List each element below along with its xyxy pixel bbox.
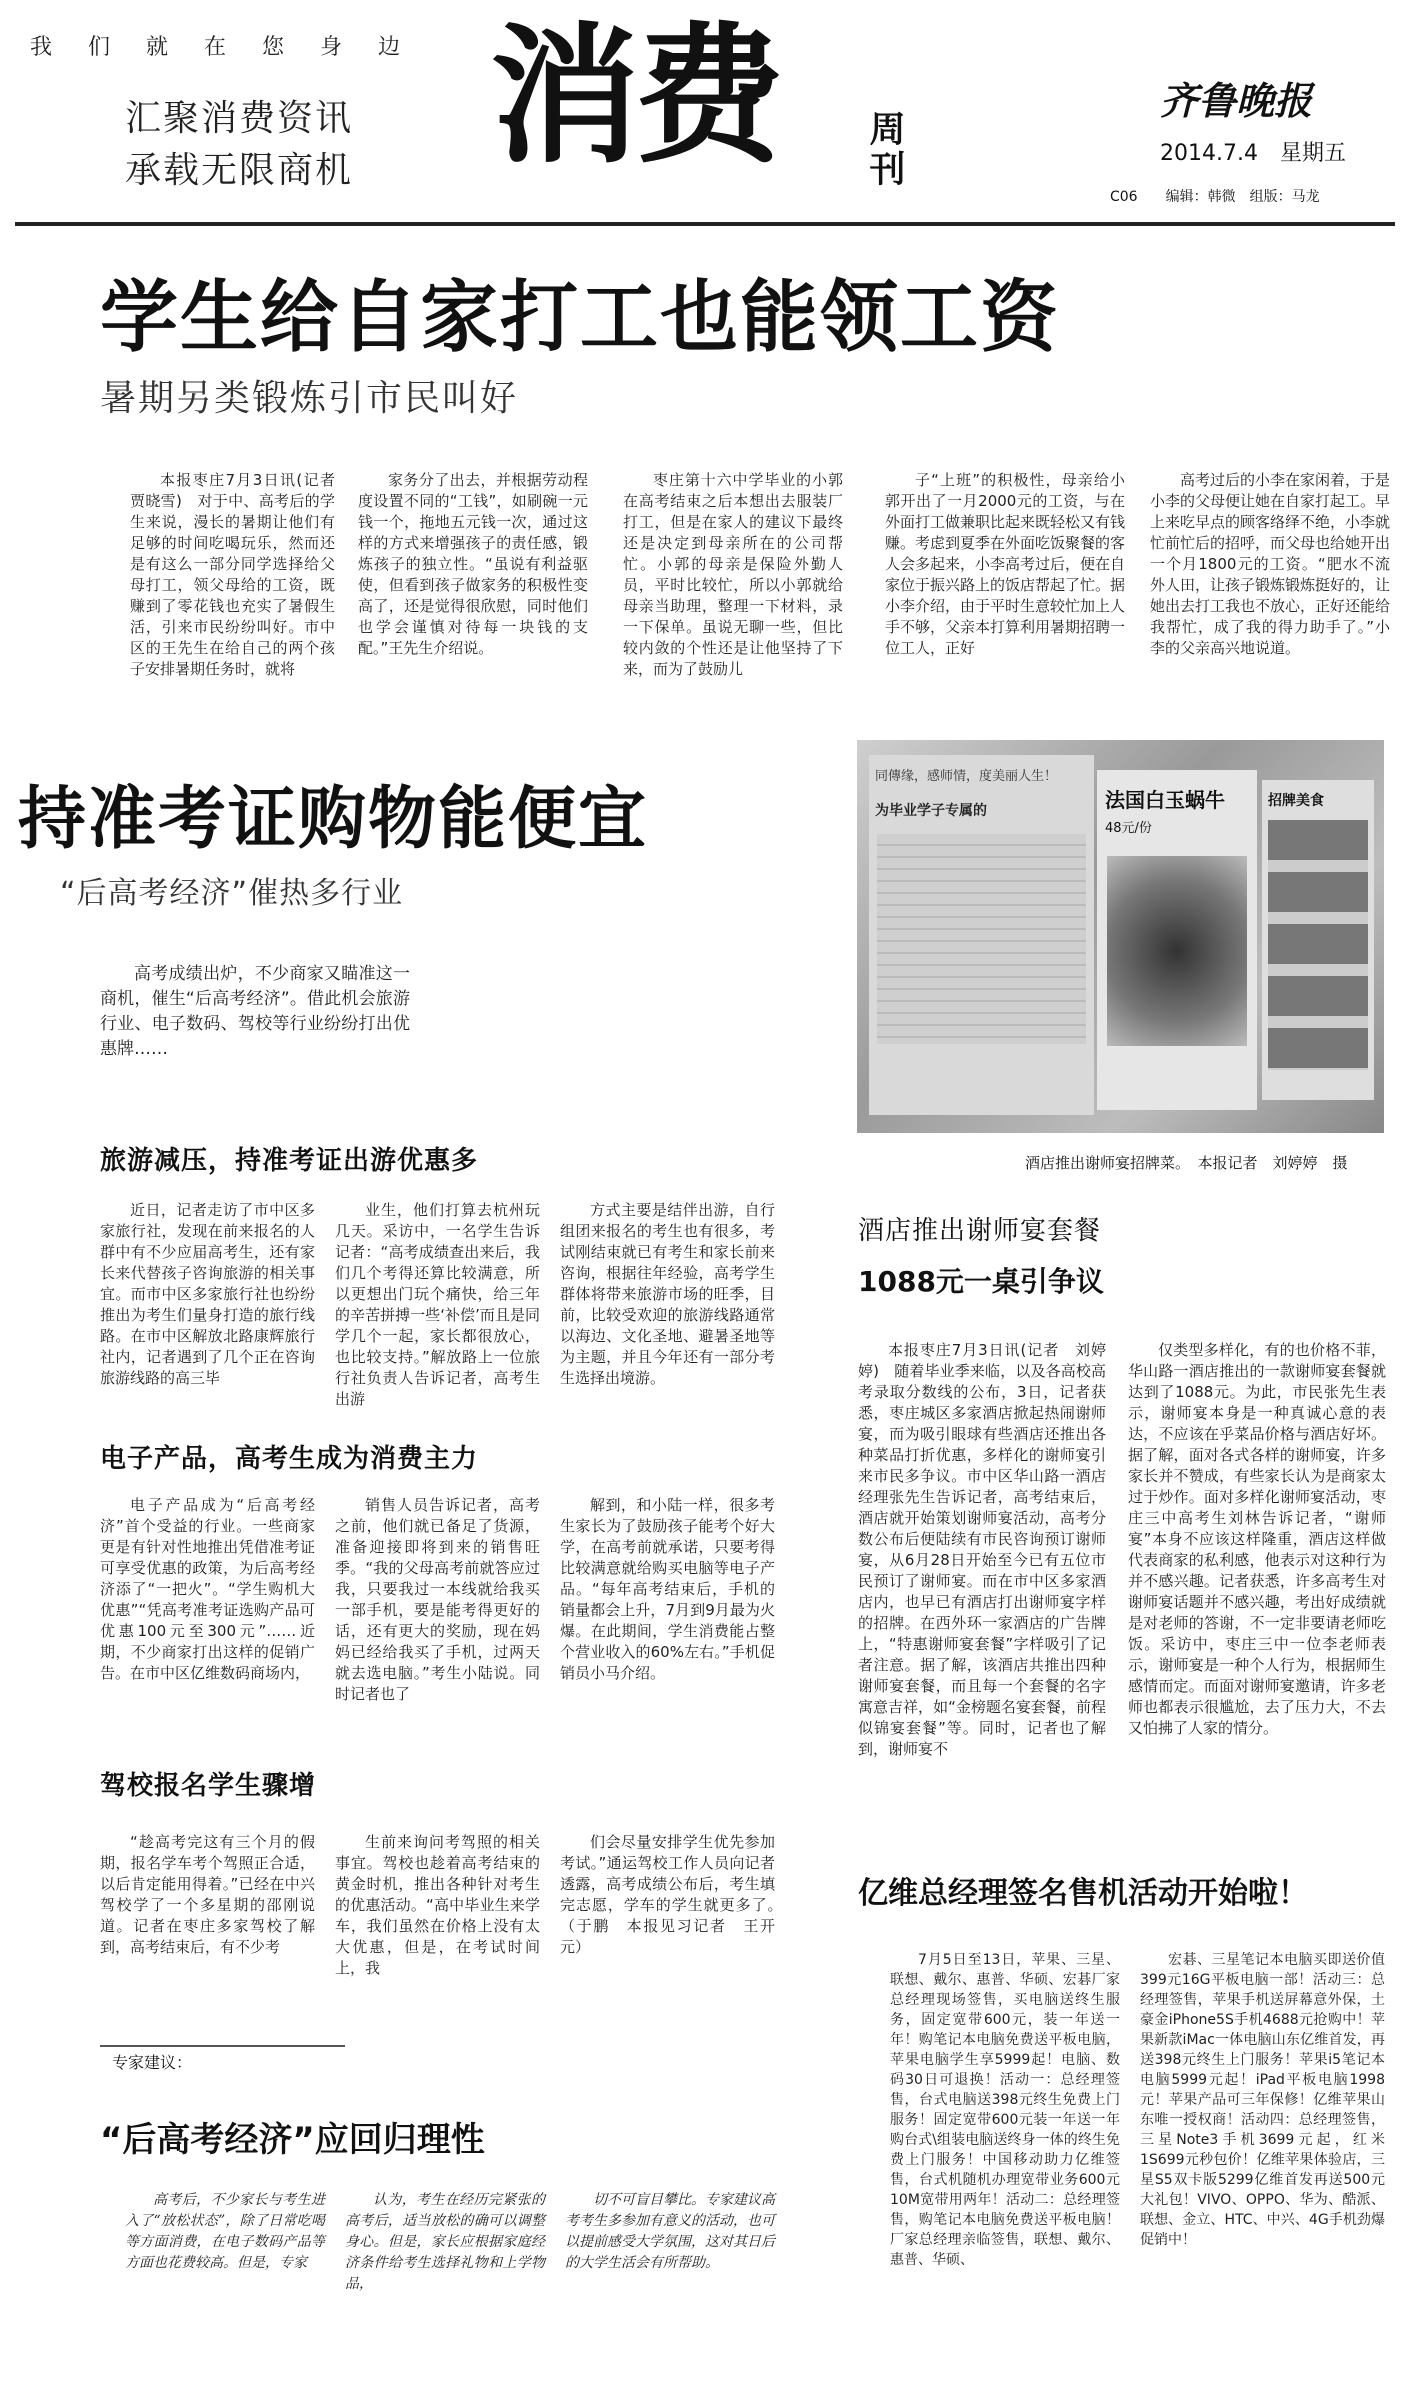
hotel-headline-1: 酒店推出谢师宴套餐 <box>858 1216 1102 1246</box>
hotel-headline-2: 1088元一桌引争议 <box>858 1265 1104 1298</box>
expert-col-3: 切不可盲目攀比。专家建议高考考生多参加有意义的活动，也可以提前感受大学氛围，这对其日后的大学生活会有所帮助。 <box>565 2192 775 2271</box>
masthead-slogan-top: 我们就在您身边 <box>30 35 437 60</box>
driving-col-1: “趁高考完这有三个月的假期，报名学车考个驾照正合适，以后肯定能用得着。”已经在中兴驾校学了一个多星期的邵刚说道。记者在枣庄多家驾校了解到，高考结束后，有不少考 <box>100 1833 315 1956</box>
lead-col-3: 枣庄第十六中学毕业的小郭在高考结束之后本想出去服装厂打工，但是在家人的建议下最终还是决定到母亲所在的公司帮忙。小郭的母亲是保险外勤人员，平时比较忙，所以小郭就给母亲当助理，整理一下材料，录一下保单。虽说无聊一些，但比较内敛的个性还是让他坚持了下来，而为了鼓励儿 <box>623 471 843 678</box>
ad-col-1: 7月5日至13日，苹果、三星、联想、戴尔、惠普、华硕、宏碁厂家总经理现场签售，买电脑送终生服务，固定宽带600元，装一年送一年！购笔记本电脑免费送平板电脑，苹果电脑学生享5999起！电脑、数码30日可退换！活动一：总经理签售，台式电脑送398元终生免费上门服务！固定宽带600元装一年送一年购台式\组装电脑送终身一体的终生免费上门服务！中国移动助力亿维签售，台式机随机办理宽带业务600元10M宽带用两年！活动二：总经理签售，购笔记本电脑免费送平板电脑！厂家总经理亲临签售，联想、戴尔、惠普、华硕、 <box>890 1952 1120 2268</box>
photo-board-mid-price: 48元/份 <box>1105 821 1152 836</box>
masthead-slogan-2: 承载无限商机 <box>125 150 354 191</box>
electronics-col-1: 电子产品成为“后高考经济”首个受益的行业。一些商家更是有针对性地推出凭借准考证可享受优惠的政策，为后高考经济添了“一把火”。“学生购机大优惠”“凭高考准考证选购产品可优惠100元至300元”……近期，不少商家打出这样的促销广告。在市中区亿维数码商场内， <box>100 1496 315 1682</box>
lead-col-5: 高考过后的小李在家闲着，于是小李的父母便让她在自家打起工。早上来吃早点的顾客络绎不绝，小李就忙前忙后的招呼，而父母也给她开出一个月1800元的工资。“肥水不流外人田，让孩子锻炼锻炼挺好的，让她出去打工我也不放心，正好还能给我帮忙，成了我的得力助手了。”小李的父亲高兴地说道。 <box>1150 471 1391 657</box>
page-meta: C06 编辑：韩微 组版：马龙 <box>1110 189 1320 205</box>
travel-col-3: 方式主要是结伴出游，自行组团来报名的考生也有很多，考试刚结束就已有考生和家长前来咨询，根据往年经验，高考学生群体将带来旅游市场的旺季，目前，比较受欢迎的旅游线路通常以海边、文化圣地、避暑圣地等为主题，并且今年还有一部分考生选择出境游。 <box>560 1201 775 1387</box>
ad-headline: 亿维总经理签名售机活动开始啦！ <box>858 1876 1308 1911</box>
hotel-col-2: 仅类型多样化，有的也价格不菲，华山路一酒店推出的一款谢师宴套餐就达到了1088元。为此，市民张先生表示，谢师宴本身是一种真诚心意的表达，不应该在乎菜品价格与酒店好坏。据了解，面对各式各样的谢师宴，许多家长并不赞成，有些家长认为是商家太过于炒作。面对多样化谢师宴活动，枣庄三中高考生刘林告诉记者，“谢师宴”本身不应该这样隆重，酒店这样做代表商家的私利感，他表示对这种行为并不感兴趣。记者获悉，许多高考生对谢师宴话题并不感兴趣，考出好成绩就是对老师的答谢，不一定非要请老师吃饭。采访中，枣庄三中一位李老师表示，谢师宴是一种个人行为，根据师生感情而定。而面对谢师宴邀请，许多老师也都表示很尴尬，去了压力大，不去又怕拂了人家的情分。 <box>1128 1341 1386 1737</box>
expert-col-1: 高考后，不少家长与考生进入了“放松状态”，除了日常吃喝等方面消费，在电子数码产品等方面也花费较高。但是，专家 <box>125 2192 325 2271</box>
driving-col-2: 生前来询问考驾照的相关事宜。驾校也趁着高考结束的黄金时机，推出各种针对考生的优惠活动。“高中毕业生来学车，我们虽然在价格上没有太大优惠，但是，在考试时间上，我 <box>335 1833 540 1977</box>
lead-col-2: 家务分了出去，并根据劳动程度设置不同的“工钱”，如刷碗一元钱一个，拖地五元钱一次，通过这样的方式来增强孩子的责任感，锻炼孩子的独立性。“虽说有利益驱使，但看到孩子做家务的积极性变高了，还是觉得很欣慰，同时他们也学会谨慎对待每一块钱的支配。”王先生介绍说。 <box>358 471 588 657</box>
lead-subhead: 暑期另类锻炼引市民叫好 <box>100 378 519 419</box>
travel-col-1: 近日，记者走访了市中区多家旅行社，发现在前来报名的人群中有不少应届高考生，还有家长来代替孩子咨询旅游的相关事宜。而市中区多家旅行社也纷纷推出为考生们量身打造的旅行线路。在市中区解放北路康辉旅行社内，记者遇到了几个正在咨询旅游线路的高三毕 <box>100 1201 315 1387</box>
expert-rule <box>100 2045 345 2047</box>
photo-board-left-text: 同傳缘，感师情，度美丽人生！ <box>875 769 1058 784</box>
photo-board-left-lines <box>877 834 1086 1044</box>
issue-date: 2014.7.4 星期五 <box>1160 141 1346 166</box>
expert-headline: “后高考经济”应回归理性 <box>100 2120 485 2160</box>
section-heading-travel: 旅游减压，持准考证出游优惠多 <box>100 1146 479 1176</box>
exam-intro: 高考成绩出炉，不少商家又瞄准这一商机，催生“后高考经济”。借此机会旅游行业、电子数码、驾校等行业纷纷打出优惠牌…… <box>100 964 410 1059</box>
section-heading-electronics: 电子产品，高考生成为消费主力 <box>100 1444 479 1474</box>
masthead-title: 消费 <box>490 10 779 184</box>
masthead-rule <box>15 222 1395 226</box>
hotel-col-1: 本报枣庄7月3日讯(记者 刘婷婷) 随着毕业季来临，以及各高校高考录取分数线的公布，3日，记者获悉，枣庄城区多家酒店掀起热闹谢师宴，而为吸引眼球有些酒店还推出各种菜品打折优惠，多样化的谢师宴引来市民多争议。市中区华山路一酒店经理张先生告诉记者，高考结束后，酒店就开始策划谢师宴活动，高考分数公布后便陆续有市民咨询预订谢师宴，从6月28日开始至今已有五位市民预订了谢师宴。而在市中区多家酒店内，也早已有酒店打出谢师宴字样的招牌。在西外环一家酒店的广告牌上，“特惠谢师宴套餐”字样吸引了记者注意。据了解，该酒店共推出四种谢师宴套餐，而且每一个套餐的名字寓意吉祥，如“金榜题名宴套餐，前程似锦宴套餐”等。同时，记者也了解到，谢师宴不 <box>858 1341 1106 1758</box>
lead-col-1: 本报枣庄7月3日讯(记者 贾晓雪) 对于中、高考后的学生来说，漫长的暑期让他们有足够的时间吃喝玩乐，然而还是有这么一部分同学选择给父母打工，领父母给的工资，既赚到了零花钱也充实了暑假生活，引来市民纷纷叫好。市中区的王先生在给自己的两个孩子安排暑期任务时，就将 <box>130 471 335 678</box>
driving-col-3: 们会尽量安排学生优先参加考试。”通运驾校工作人员向记者透露，高考成绩公布后，考生填完志愿，学车的学生就更多了。 （于鹏 本报见习记者 王开元） <box>560 1833 806 1956</box>
masthead-slogan-1: 汇聚消费资讯 <box>125 98 354 139</box>
electronics-col-2: 销售人员告诉记者，高考之前，他们就已备足了货源，准备迎接即将到来的销售旺季。“我的父母高考前就答应过我，只要我过一本线就给我买一部手机，要是能考得更好的话，还有更大的奖励，现在妈妈已经给我买了手机，过两天就去选电脑。”考生小陆说。同时记者也了 <box>335 1496 540 1703</box>
photo-board-left-title: 为毕业学子专属的 <box>875 803 987 819</box>
paper-name: 齐鲁晚报 <box>1160 78 1313 123</box>
exam-headline: 持准考证购物能便宜 <box>18 780 649 859</box>
masthead-subtitle: 周刊 <box>864 110 906 190</box>
hotel-menu-photo <box>857 740 1384 1133</box>
photo-board-left <box>869 755 1094 1115</box>
electronics-col-3: 解到，和小陆一样，很多考生家长为了鼓励孩子能考个好大学，在高考前就承诺，只要考得比较满意就给购买电脑等电子产品。“每年高考结束后，手机的销量都会上升，7月到9月最为火爆。在此期间，学生消费能占整个营业收入的60%左右。”手机促销员小马介绍。 <box>560 1496 775 1682</box>
photo-dish-image <box>1107 856 1247 1046</box>
lead-col-4: 子“上班”的积极性，母亲给小郭开出了一月2000元的工资，与在外面打工做兼职比起来既轻松又有钱赚。考虑到夏季在外面吃饭聚餐的客人会多起来，小李高考过后，便在自家位于振兴路上的饭店帮起了忙。据小李介绍，由于平时生意较忙加上人手不够，父亲本打算利用暑期招聘一位工人，正好 <box>885 471 1126 657</box>
photo-board-right-dishes <box>1268 820 1368 1070</box>
travel-col-2: 业生，他们打算去杭州玩几天。采访中，一名学生告诉记者：“高考成绩查出来后，我们几个考得还算比较满意，所以更想出门玩个痛快，给三年的辛苦拼搏一些‘补偿’而且是同学几个一起，家长都很放心，也比较支持。”解放路上一位旅行社负责人告诉记者，高考生出游 <box>335 1201 540 1408</box>
photo-board-mid-title: 法国白玉蜗牛 <box>1105 788 1225 812</box>
photo-board-right <box>1262 780 1374 1100</box>
photo-board-mid <box>1097 770 1257 1110</box>
expert-col-2: 认为，考生在经历完紧张的高考后，适当放松的确可以调整身心。但是，家长应根据家庭经济条件给考生选择礼物和上学物品， <box>345 2192 545 2292</box>
photo-caption: 酒店推出谢师宴招牌菜。 本报记者 刘婷婷 摄 <box>1025 1154 1348 1172</box>
expert-label: 专家建议： <box>112 2053 193 2072</box>
exam-subhead: “后高考经济”催热多行业 <box>60 876 404 911</box>
lead-headline: 学生给自家打工也能领工资 <box>100 273 1061 363</box>
section-heading-driving: 驾校报名学生骤增 <box>100 1771 317 1801</box>
photo-board-right-title: 招牌美食 <box>1268 793 1324 809</box>
ad-col-2: 宏碁、三星笔记本电脑买即送价值399元16G平板电脑一部！活动三：总经理签售，苹果手机送屏幕意外保，土豪金iPhone5S手机4688元抢购中！苹果新款iMac一体电脑山东亿维首发，再送398元终生上门服务！苹果i5笔记本电脑5999元起！iPad平板电脑1998元！苹果产品可三年保修！亿维苹果山东唯一授权商！活动四：总经理签售，三星Note3手机3699元起，红米1S699元秒包价！亿维苹果体验店，三星S5双卡版5299亿维首发再送500元大礼包！VIVO、OPPO、华为、酷派、联想、金立、HTC、中兴、4G手机劲爆促销中！ <box>1140 1952 1385 2248</box>
